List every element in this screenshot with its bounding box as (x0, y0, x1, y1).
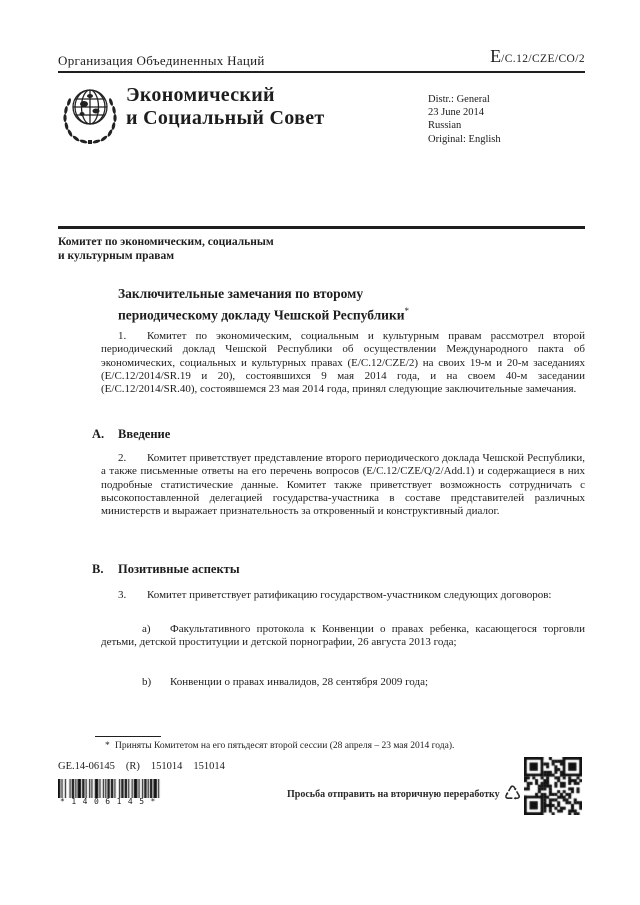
paragraph-1-number: 1. (118, 330, 127, 342)
section-a-title: Введение (118, 427, 171, 441)
section-b-heading (92, 562, 240, 577)
paragraph-1 (101, 330, 585, 396)
council-title-line2: и Социальный Совет (126, 107, 325, 129)
ge-number-line (58, 761, 225, 772)
distr-type: Distr.: General (428, 94, 490, 105)
distr-language: Russian (428, 120, 462, 132)
distr-original: Original: English (428, 133, 501, 145)
section-b-letter: B. (92, 562, 104, 576)
recycle-notice (287, 784, 522, 804)
section-b-title: Позитивные аспекты (118, 562, 240, 576)
ge-date-1: 151014 (150, 761, 183, 772)
paragraph-3 (101, 589, 585, 602)
section-a-heading (92, 427, 170, 442)
un-emblem-icon (57, 80, 123, 154)
committee-name-line2: и культурным правам (58, 250, 175, 262)
paragraph-3-number: 3. (118, 589, 127, 601)
committee-name (58, 235, 274, 263)
distr-date: 23 June 2014 (428, 107, 484, 119)
list-item-b (101, 676, 585, 689)
list-item-a-letter: a) (142, 623, 151, 635)
section-a-letter: A. (92, 427, 105, 441)
document-title-line2 (118, 303, 478, 324)
ge-date-2: 151014 (193, 761, 225, 772)
document-symbol-rest: /C.12/CZE/CO/2 (501, 53, 585, 65)
footnote (95, 741, 555, 751)
list-item-a-text: Факультативного протокола к Конвенции о правах ребенка, касающегося торговли детьми, детской проституции и детской порнографии, 26 августа 2013 года; (101, 623, 585, 649)
list-item-b-text: Конвенции о правах инвалидов, 28 сентября 2009 года; (170, 676, 429, 688)
masthead-rule (58, 226, 585, 229)
list-item-a (101, 623, 585, 650)
paragraph-2-number: 2. (118, 452, 127, 464)
footnote-text: Приняты Комитетом на его пятьдесят второй сессии (28 апреля – 23 мая 2014 года). (115, 741, 455, 751)
recycle-text: Просьба отправить на вторичную переработку (287, 788, 500, 800)
un-organization-name: Организация Объединенных Наций (58, 53, 265, 68)
distribution-block (428, 93, 501, 146)
document-title-line2-text: периодическому докладу Чешской Республики (118, 307, 405, 322)
committee-name-line1: Комитет по экономическим, социальным (58, 236, 274, 248)
footnote-marker: * (105, 741, 110, 751)
document-symbol (490, 46, 585, 67)
title-footnote-marker: * (404, 305, 410, 316)
paragraph-3-text: Комитет приветствует ратификацию государством-участником следующих договоров: (147, 589, 552, 601)
header-rule (58, 71, 585, 73)
ge-language-code: (R) (125, 761, 140, 772)
council-title-line1: Экономический (126, 84, 275, 106)
document-title (118, 285, 478, 324)
recycle-icon: ♺ (503, 783, 522, 805)
paragraph-2 (101, 452, 585, 518)
paragraph-1-text: Комитет по экономическим, социальным и культурным правам рассмотрел второй периодический доклад Чешской Республики об осуществлении Международного пакта об экономических, социальных и культурных правах (E/C.12/CZE/2) на своих 19-м и 20-м заседаниях (E/C.12/2014/SR.19 и 20), состоявшихся 9 мая 2014 года, и на своем 40-м заседании (E/C.12/2014/SR.40), состоявшемся 23 мая 2014 года, принял следующие заключительные замечания. (101, 330, 585, 396)
document-title-line1: Заключительные замечания по второму (118, 286, 364, 301)
barcode-digits: *1406145* (60, 797, 162, 806)
list-item-b-letter: b) (142, 676, 152, 688)
paragraph-2-text: Комитет приветствует представление второго периодического доклада Чешской Республики, а также письменные ответы на его перечень вопросов (E/C.12/CZE/Q/2/Add.1) и содержащиеся в них подробные статистические данные. Комитет также приветствует возможность сотрудничать с высокопоставленной делегацией государства-участника в составе представителей различных министерств и выражает признательность за откровенный и конструктивный диалог. (101, 452, 585, 518)
footnote-rule (95, 736, 161, 737)
council-title (126, 84, 325, 130)
qr-code (524, 757, 582, 815)
ge-number: GE.14-06145 (58, 761, 115, 772)
document-symbol-letter: E (490, 46, 502, 66)
